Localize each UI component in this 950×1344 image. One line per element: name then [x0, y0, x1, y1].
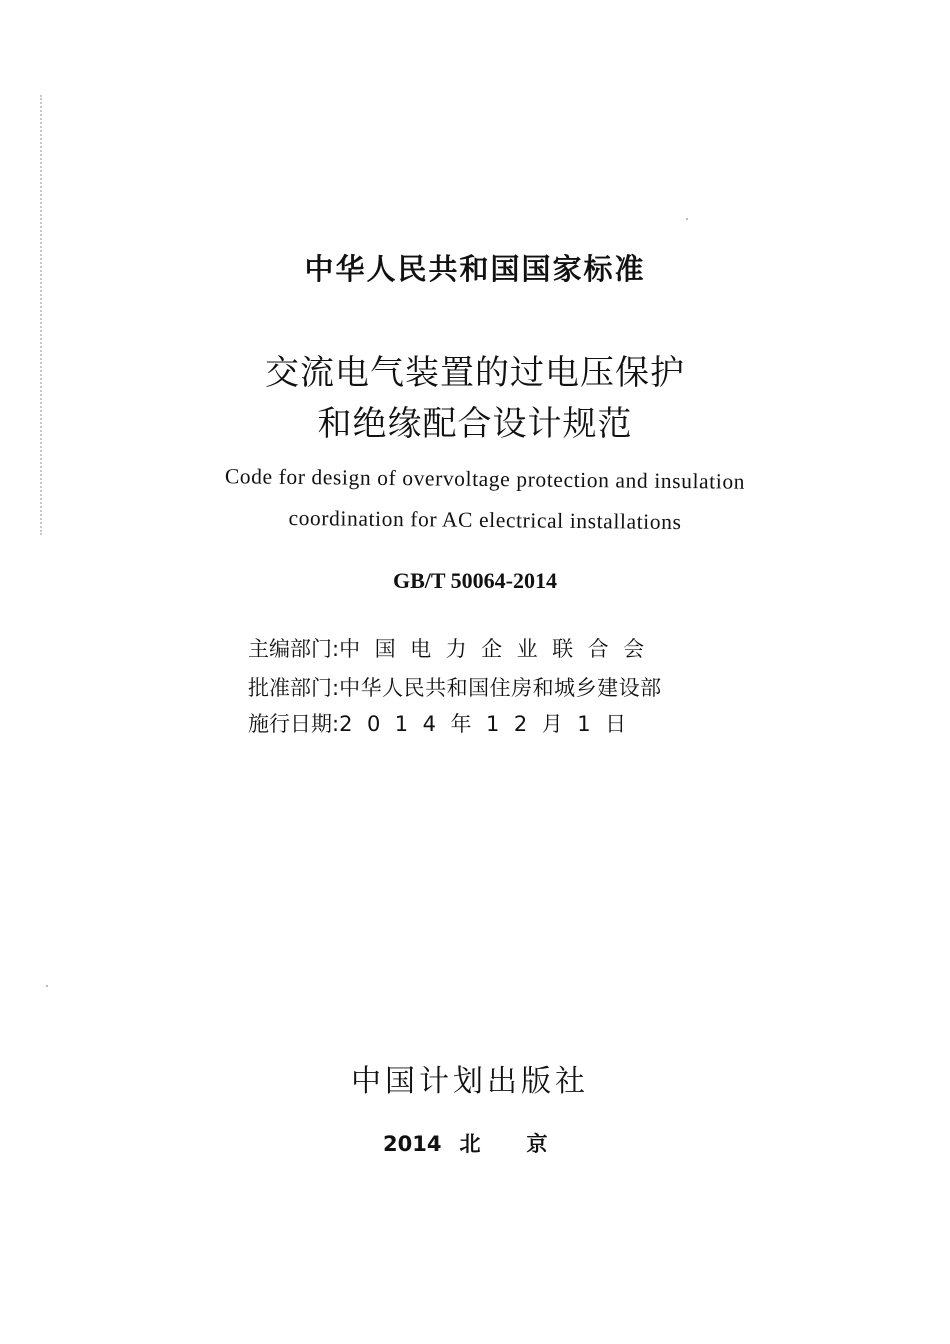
approver-department-value: 中华人民共和国住房和城乡建设部 — [339, 676, 662, 700]
standard-title-line-1: 交流电气装置的过电压保护 — [265, 353, 685, 393]
effective-date-row — [248, 708, 641, 738]
national-standard-heading: 中华人民共和国国家标准 — [304, 252, 646, 286]
publisher-name: 中国计划出版社 — [351, 1064, 589, 1099]
publication-year-city — [383, 1128, 593, 1158]
editor-department-label: 主编部门: — [248, 637, 340, 661]
standard-code: GB/T 50064-2014 — [392, 568, 557, 593]
standard-title-line-2: 和绝缘配合设计规范 — [317, 404, 633, 444]
approver-department-row — [248, 672, 662, 702]
publication-city: 北京 — [459, 1132, 594, 1156]
english-title-line-1: Code for design of overvoltage protection and insulation — [224, 464, 746, 494]
editor-department-value: 中国电力企业联合会 — [339, 637, 659, 661]
publication-year: 2014 — [383, 1132, 442, 1156]
scan-speck — [686, 218, 688, 220]
scan-speck — [46, 985, 48, 987]
effective-date-label: 施行日期: — [248, 712, 340, 736]
english-title-line-2: coordination for AC electrical installations — [288, 505, 682, 535]
approver-department-label: 批准部门: — [248, 676, 340, 700]
effective-date-value: 2014年12月1日 — [339, 712, 641, 736]
editor-department-row — [248, 633, 659, 663]
